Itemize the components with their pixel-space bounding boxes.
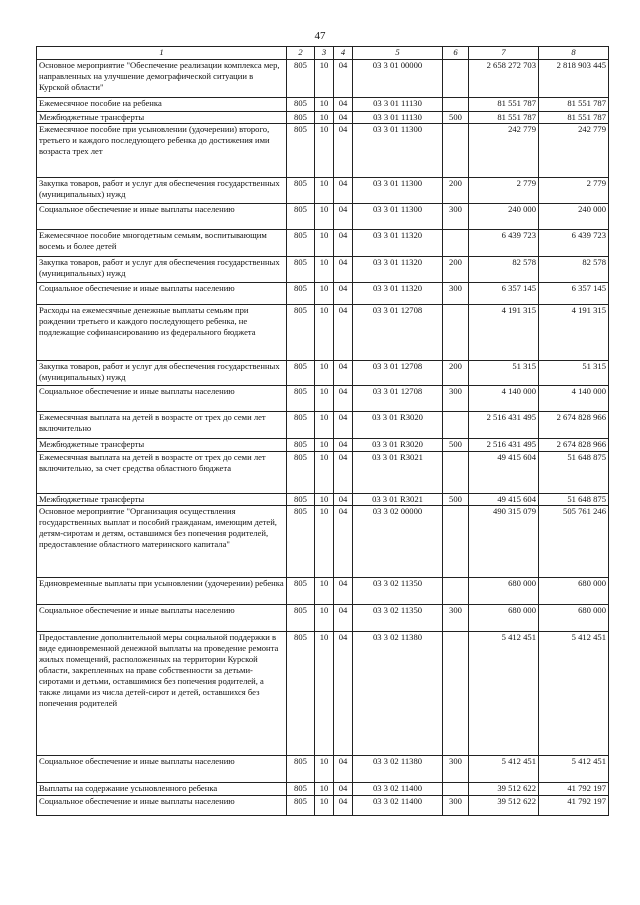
row-target-article: 03 3 01 11300 <box>353 124 443 178</box>
row-expense-type: 300 <box>443 756 469 783</box>
row-amount-year1: 4 191 315 <box>469 305 539 361</box>
row-section: 10 <box>315 506 334 578</box>
header-cell: 7 <box>469 47 539 60</box>
row-amount-year2: 4 140 000 <box>539 386 609 412</box>
row-name: Межбюджетные трансферты <box>37 439 287 452</box>
row-name: Ежемесячное пособие на ребенка <box>37 98 287 112</box>
row-amount-year2: 82 578 <box>539 257 609 283</box>
row-gov-code: 805 <box>287 124 315 178</box>
row-name: Социальное обеспечение и иные выплаты населению <box>37 756 287 783</box>
row-subsection: 04 <box>334 124 353 178</box>
row-amount-year1: 242 779 <box>469 124 539 178</box>
row-name: Ежемесячная выплата на детей в возрасте от трех до семи лет включительно, за счет средства областного бюджета <box>37 452 287 494</box>
row-amount-year2: 6 439 723 <box>539 230 609 257</box>
table-row <box>37 494 609 506</box>
row-amount-year1: 51 315 <box>469 361 539 386</box>
header-cell: 2 <box>287 47 315 60</box>
row-section: 10 <box>315 60 334 98</box>
row-gov-code: 805 <box>287 283 315 305</box>
row-section: 10 <box>315 494 334 506</box>
row-name: Социальное обеспечение и иные выплаты населению <box>37 605 287 632</box>
row-target-article: 03 3 01 11300 <box>353 178 443 204</box>
row-name: Расходы на ежемесячные денежные выплаты семьям при рождении третьего и каждого последующего ребенка, не подлежащие софинансированию из федерального бюджета <box>37 305 287 361</box>
header-cell: 6 <box>443 47 469 60</box>
row-section: 10 <box>315 112 334 124</box>
row-section: 10 <box>315 578 334 605</box>
table-row <box>37 783 609 796</box>
row-target-article: 03 3 01 11300 <box>353 204 443 230</box>
row-target-article: 03 3 02 11380 <box>353 756 443 783</box>
row-target-article: 03 3 01 R3021 <box>353 494 443 506</box>
row-section: 10 <box>315 283 334 305</box>
row-target-article: 03 3 01 11130 <box>353 112 443 124</box>
row-name: Закупка товаров, работ и услуг для обеспечения государственных (муниципальных) нужд <box>37 361 287 386</box>
row-expense-type: 500 <box>443 439 469 452</box>
table-row <box>37 124 609 178</box>
table-row <box>37 230 609 257</box>
row-expense-type <box>443 305 469 361</box>
row-amount-year1: 39 512 622 <box>469 783 539 796</box>
row-expense-type: 300 <box>443 796 469 816</box>
row-expense-type <box>443 230 469 257</box>
row-subsection: 04 <box>334 230 353 257</box>
row-amount-year1: 2 516 431 495 <box>469 439 539 452</box>
row-subsection: 04 <box>334 578 353 605</box>
row-gov-code: 805 <box>287 60 315 98</box>
row-amount-year1: 240 000 <box>469 204 539 230</box>
row-section: 10 <box>315 204 334 230</box>
row-section: 10 <box>315 439 334 452</box>
row-name: Социальное обеспечение и иные выплаты населению <box>37 283 287 305</box>
row-expense-type <box>443 60 469 98</box>
row-gov-code: 805 <box>287 112 315 124</box>
row-subsection: 04 <box>334 756 353 783</box>
row-amount-year2: 2 674 828 966 <box>539 412 609 439</box>
row-target-article: 03 3 02 00000 <box>353 506 443 578</box>
row-section: 10 <box>315 257 334 283</box>
row-expense-type: 300 <box>443 605 469 632</box>
row-subsection: 04 <box>334 257 353 283</box>
row-expense-type: 500 <box>443 112 469 124</box>
row-target-article: 03 3 01 R3021 <box>353 452 443 494</box>
row-gov-code: 805 <box>287 361 315 386</box>
row-amount-year2: 680 000 <box>539 578 609 605</box>
row-subsection: 04 <box>334 439 353 452</box>
budget-table <box>36 46 609 816</box>
row-subsection: 04 <box>334 605 353 632</box>
row-gov-code: 805 <box>287 605 315 632</box>
row-expense-type: 500 <box>443 494 469 506</box>
row-gov-code: 805 <box>287 305 315 361</box>
row-gov-code: 805 <box>287 796 315 816</box>
row-amount-year2: 2 818 903 445 <box>539 60 609 98</box>
row-amount-year1: 81 551 787 <box>469 112 539 124</box>
row-target-article: 03 3 01 12708 <box>353 361 443 386</box>
row-gov-code: 805 <box>287 230 315 257</box>
row-amount-year1: 82 578 <box>469 257 539 283</box>
row-subsection: 04 <box>334 783 353 796</box>
row-name: Социальное обеспечение и иные выплаты населению <box>37 204 287 230</box>
row-name: Межбюджетные трансферты <box>37 494 287 506</box>
row-amount-year1: 6 357 145 <box>469 283 539 305</box>
row-gov-code: 805 <box>287 412 315 439</box>
table-row <box>37 796 609 816</box>
row-subsection: 04 <box>334 361 353 386</box>
row-subsection: 04 <box>334 283 353 305</box>
row-subsection: 04 <box>334 204 353 230</box>
row-amount-year2: 2 674 828 966 <box>539 439 609 452</box>
row-amount-year2: 5 412 451 <box>539 756 609 783</box>
row-amount-year1: 6 439 723 <box>469 230 539 257</box>
row-section: 10 <box>315 412 334 439</box>
row-expense-type <box>443 783 469 796</box>
row-target-article: 03 3 01 11320 <box>353 230 443 257</box>
row-amount-year2: 4 191 315 <box>539 305 609 361</box>
table-row <box>37 386 609 412</box>
header-cell: 5 <box>353 47 443 60</box>
table-row <box>37 98 609 112</box>
row-name: Единовременные выплаты при усыновлении (удочерении) ребенка <box>37 578 287 605</box>
row-gov-code: 805 <box>287 386 315 412</box>
row-section: 10 <box>315 452 334 494</box>
row-gov-code: 805 <box>287 506 315 578</box>
row-expense-type <box>443 98 469 112</box>
row-amount-year2: 81 551 787 <box>539 98 609 112</box>
row-name: Основное мероприятие "Организация осуществления государственных выплат и пособий гражданам, имеющим детей, детям-сиротам и детям, оставшимся без попечения родителей, предоставление областного материнского капитала" <box>37 506 287 578</box>
row-section: 10 <box>315 756 334 783</box>
row-target-article: 03 3 02 11380 <box>353 632 443 756</box>
row-gov-code: 805 <box>287 98 315 112</box>
row-amount-year1: 2 658 272 703 <box>469 60 539 98</box>
row-gov-code: 805 <box>287 756 315 783</box>
header-cell: 4 <box>334 47 353 60</box>
row-section: 10 <box>315 796 334 816</box>
row-amount-year1: 680 000 <box>469 605 539 632</box>
row-gov-code: 805 <box>287 257 315 283</box>
row-expense-type: 300 <box>443 283 469 305</box>
row-amount-year2: 242 779 <box>539 124 609 178</box>
row-amount-year2: 2 779 <box>539 178 609 204</box>
row-amount-year1: 5 412 451 <box>469 632 539 756</box>
row-gov-code: 805 <box>287 578 315 605</box>
row-subsection: 04 <box>334 386 353 412</box>
row-expense-type: 300 <box>443 204 469 230</box>
row-gov-code: 805 <box>287 204 315 230</box>
row-amount-year2: 51 648 875 <box>539 452 609 494</box>
table-row <box>37 452 609 494</box>
row-section: 10 <box>315 386 334 412</box>
row-amount-year1: 2 779 <box>469 178 539 204</box>
row-name: Межбюджетные трансферты <box>37 112 287 124</box>
row-section: 10 <box>315 361 334 386</box>
row-target-article: 03 3 01 11320 <box>353 257 443 283</box>
row-amount-year2: 505 761 246 <box>539 506 609 578</box>
row-target-article: 03 3 01 11320 <box>353 283 443 305</box>
row-gov-code: 805 <box>287 178 315 204</box>
row-target-article: 03 3 02 11400 <box>353 796 443 816</box>
row-name: Ежемесячное пособие многодетным семьям, воспитывающим восемь и более детей <box>37 230 287 257</box>
row-gov-code: 805 <box>287 439 315 452</box>
row-gov-code: 805 <box>287 632 315 756</box>
row-amount-year2: 5 412 451 <box>539 632 609 756</box>
row-target-article: 03 3 01 12708 <box>353 386 443 412</box>
row-expense-type <box>443 124 469 178</box>
table-body <box>37 60 609 816</box>
table-row <box>37 439 609 452</box>
row-target-article: 03 3 01 00000 <box>353 60 443 98</box>
row-target-article: 03 3 02 11350 <box>353 578 443 605</box>
row-target-article: 03 3 01 11130 <box>353 98 443 112</box>
page-number: 47 <box>314 30 326 42</box>
row-expense-type <box>443 452 469 494</box>
row-expense-type: 200 <box>443 257 469 283</box>
row-amount-year1: 81 551 787 <box>469 98 539 112</box>
table-row <box>37 605 609 632</box>
table-row <box>37 632 609 756</box>
row-amount-year1: 49 415 604 <box>469 452 539 494</box>
row-subsection: 04 <box>334 112 353 124</box>
table-row <box>37 756 609 783</box>
table-header-row <box>37 47 609 60</box>
header-cell: 3 <box>315 47 334 60</box>
row-expense-type: 200 <box>443 361 469 386</box>
row-subsection: 04 <box>334 796 353 816</box>
row-amount-year1: 2 516 431 495 <box>469 412 539 439</box>
row-amount-year2: 6 357 145 <box>539 283 609 305</box>
row-amount-year1: 39 512 622 <box>469 796 539 816</box>
row-subsection: 04 <box>334 412 353 439</box>
row-amount-year2: 51 315 <box>539 361 609 386</box>
row-expense-type <box>443 578 469 605</box>
row-target-article: 03 3 01 R3020 <box>353 439 443 452</box>
table-row <box>37 204 609 230</box>
row-target-article: 03 3 01 R3020 <box>353 412 443 439</box>
row-amount-year2: 41 792 197 <box>539 796 609 816</box>
table-row <box>37 257 609 283</box>
row-section: 10 <box>315 124 334 178</box>
row-amount-year2: 51 648 875 <box>539 494 609 506</box>
row-name: Основное мероприятие "Обеспечение реализации комплекса мер, направленных на улучшение демографической ситуации в Курской области" <box>37 60 287 98</box>
row-amount-year1: 4 140 000 <box>469 386 539 412</box>
row-gov-code: 805 <box>287 494 315 506</box>
row-target-article: 03 3 01 12708 <box>353 305 443 361</box>
table-row <box>37 112 609 124</box>
row-amount-year1: 49 415 604 <box>469 494 539 506</box>
row-name: Ежемесячное пособие при усыновлении (удочерении) второго, третьего и каждого последующего ребенка до достижения ими возраста трех лет <box>37 124 287 178</box>
row-amount-year1: 680 000 <box>469 578 539 605</box>
table-row <box>37 361 609 386</box>
row-section: 10 <box>315 783 334 796</box>
row-amount-year2: 81 551 787 <box>539 112 609 124</box>
row-section: 10 <box>315 632 334 756</box>
row-amount-year2: 41 792 197 <box>539 783 609 796</box>
row-subsection: 04 <box>334 452 353 494</box>
table-row <box>37 412 609 439</box>
row-section: 10 <box>315 230 334 257</box>
row-amount-year2: 680 000 <box>539 605 609 632</box>
row-name: Выплаты на содержание усыновленного ребенка <box>37 783 287 796</box>
table-row <box>37 60 609 98</box>
row-name: Закупка товаров, работ и услуг для обеспечения государственных (муниципальных) нужд <box>37 178 287 204</box>
row-subsection: 04 <box>334 60 353 98</box>
row-expense-type <box>443 412 469 439</box>
row-expense-type: 200 <box>443 178 469 204</box>
row-section: 10 <box>315 98 334 112</box>
row-name: Социальное обеспечение и иные выплаты населению <box>37 386 287 412</box>
row-name: Ежемесячная выплата на детей в возрасте от трех до семи лет включительно <box>37 412 287 439</box>
table-row <box>37 305 609 361</box>
row-subsection: 04 <box>334 178 353 204</box>
row-target-article: 03 3 02 11350 <box>353 605 443 632</box>
row-amount-year1: 490 315 079 <box>469 506 539 578</box>
row-expense-type <box>443 632 469 756</box>
table-row <box>37 283 609 305</box>
row-name: Предоставление дополнительной меры социальной поддержки в виде единовременной денежной выплаты на проведение ремонта жилых помещений, расположенных на территории Курской области, закрепленных на праве собственности за детьми-сиротами и детьми, оставшимися без попечения родителей, а также лицами из числа детей-сирот и детей, оставшихся без попечения родителей <box>37 632 287 756</box>
row-gov-code: 805 <box>287 452 315 494</box>
row-subsection: 04 <box>334 305 353 361</box>
row-expense-type <box>443 506 469 578</box>
table-row <box>37 578 609 605</box>
row-section: 10 <box>315 605 334 632</box>
row-section: 10 <box>315 178 334 204</box>
row-name: Закупка товаров, работ и услуг для обеспечения государственных (муниципальных) нужд <box>37 257 287 283</box>
row-subsection: 04 <box>334 494 353 506</box>
row-expense-type: 300 <box>443 386 469 412</box>
row-section: 10 <box>315 305 334 361</box>
table-row <box>37 506 609 578</box>
header-cell: 1 <box>37 47 287 60</box>
row-target-article: 03 3 02 11400 <box>353 783 443 796</box>
row-gov-code: 805 <box>287 783 315 796</box>
row-name: Социальное обеспечение и иные выплаты населению <box>37 796 287 816</box>
row-amount-year1: 5 412 451 <box>469 756 539 783</box>
row-amount-year2: 240 000 <box>539 204 609 230</box>
row-subsection: 04 <box>334 506 353 578</box>
row-subsection: 04 <box>334 632 353 756</box>
table-row <box>37 178 609 204</box>
row-subsection: 04 <box>334 98 353 112</box>
header-cell: 8 <box>539 47 609 60</box>
